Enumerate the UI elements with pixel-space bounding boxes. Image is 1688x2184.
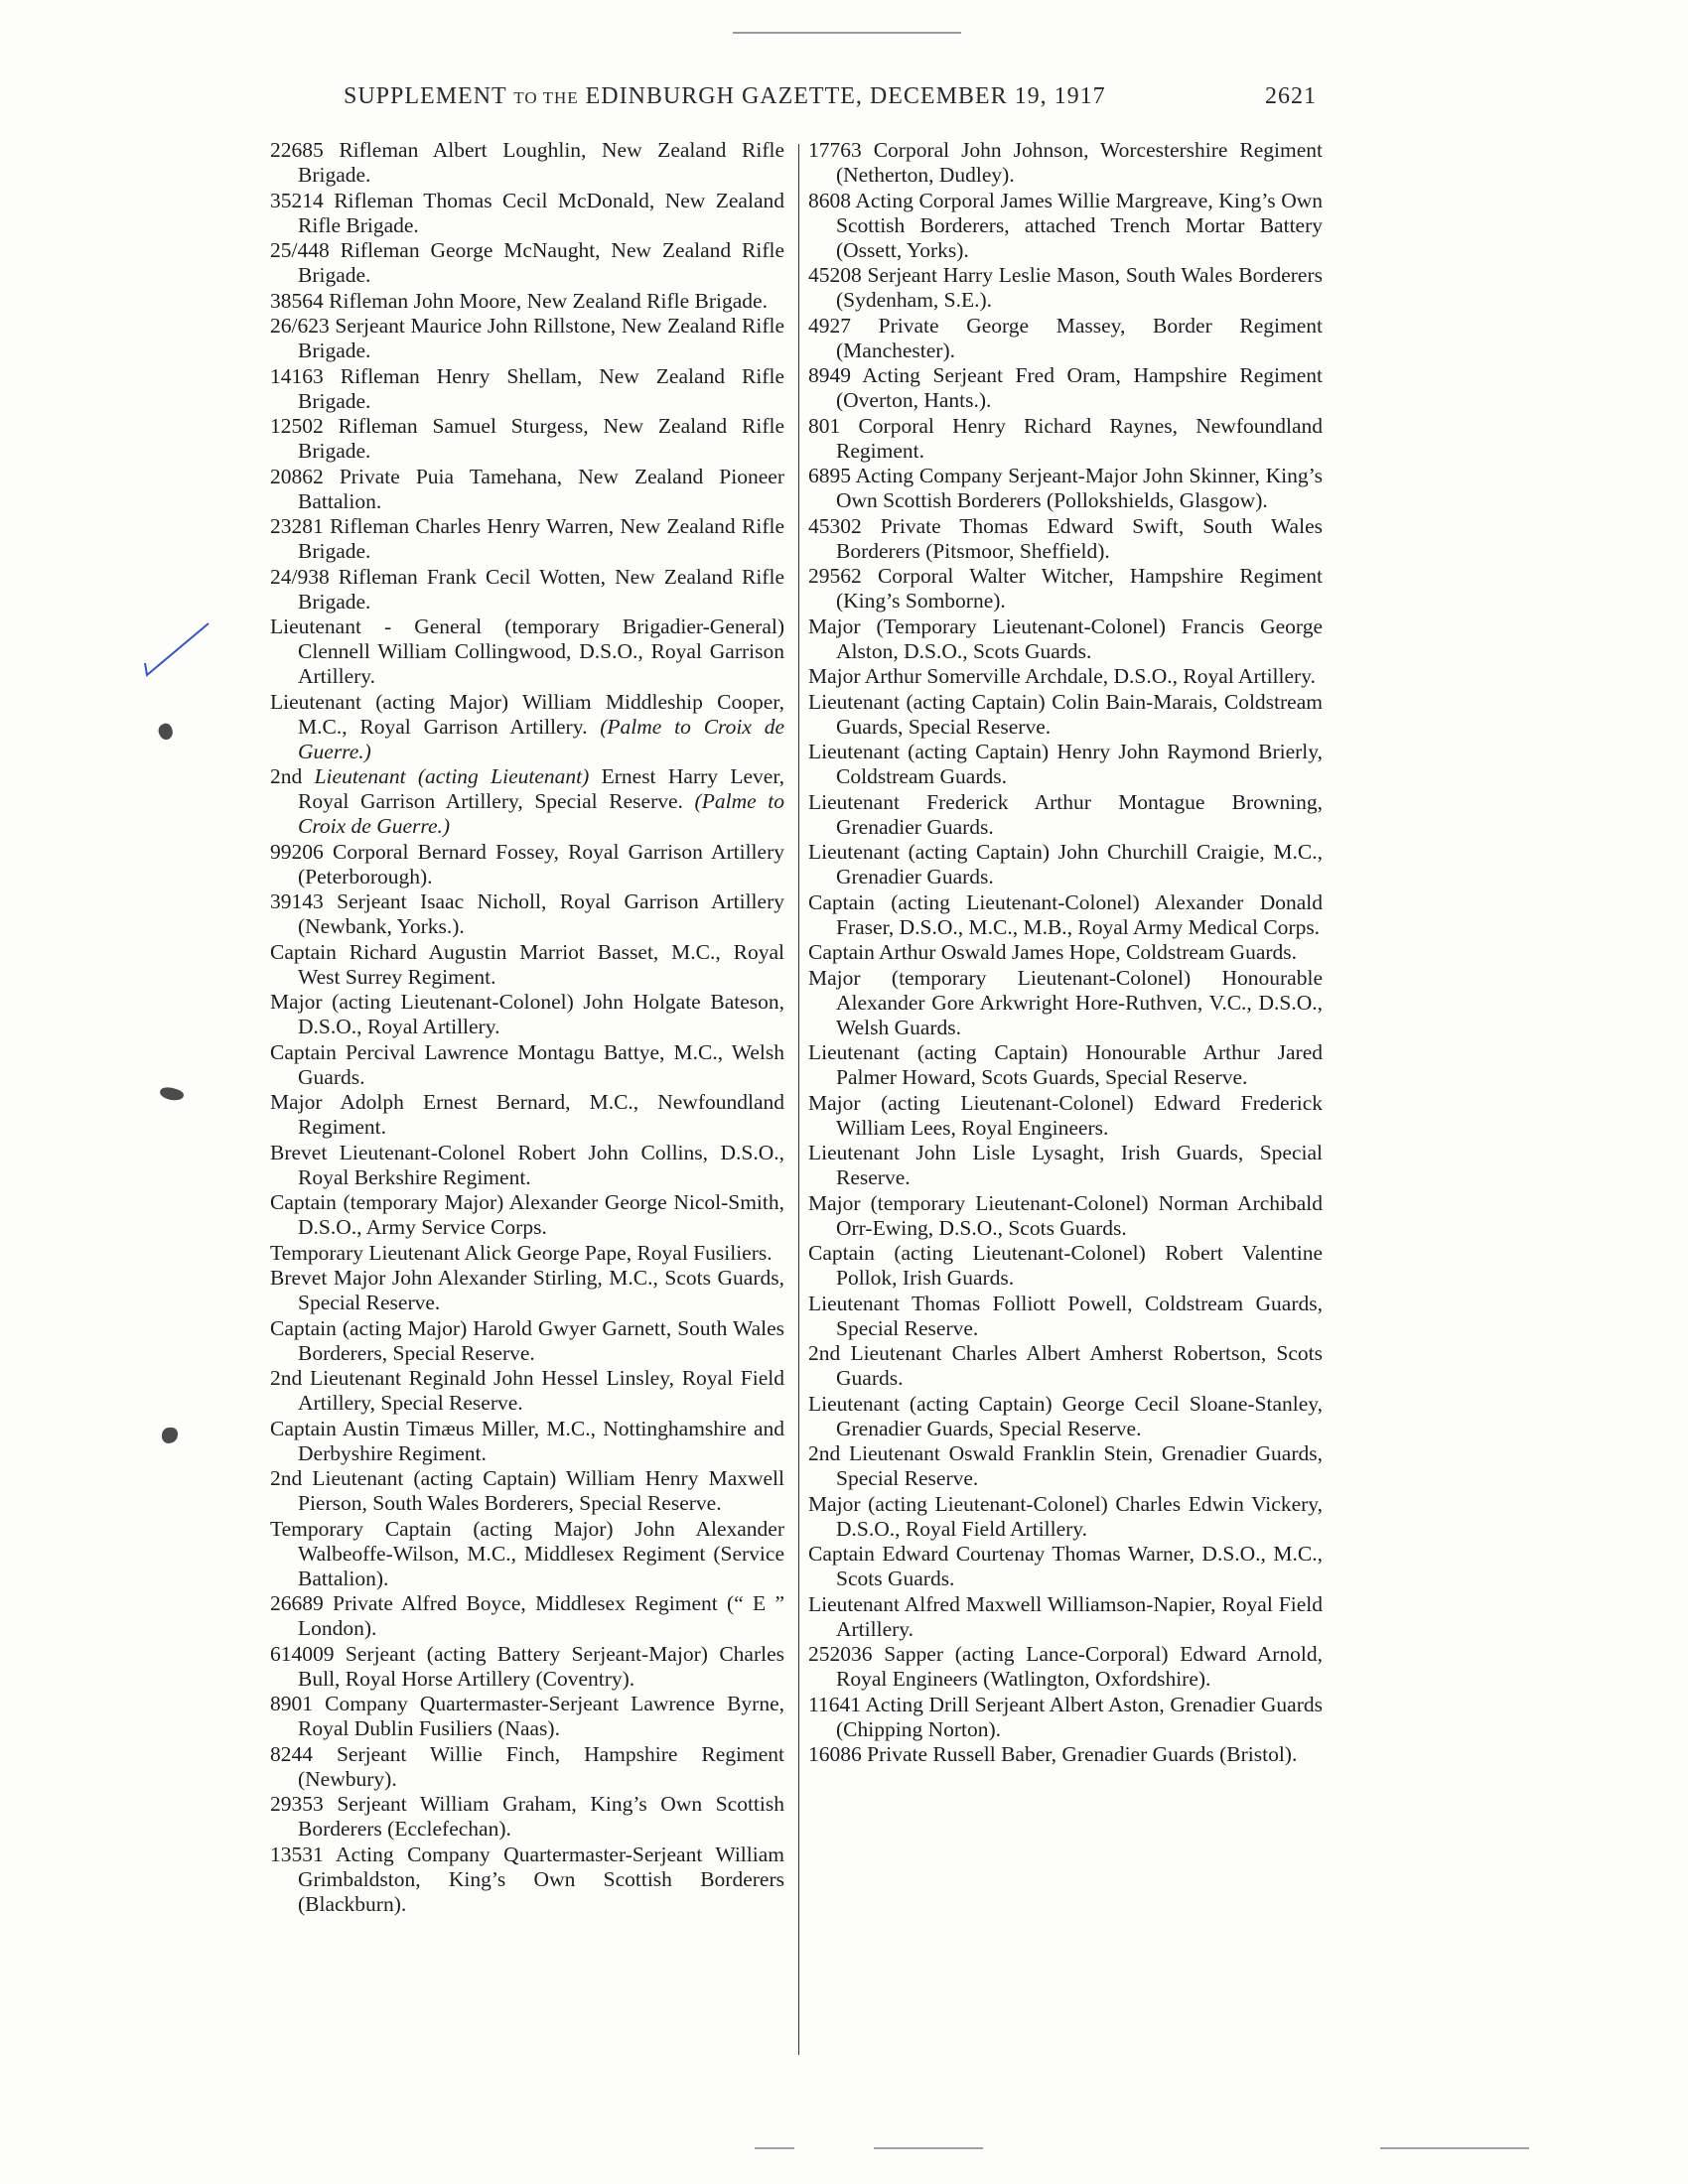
gazette-entry: 2nd Lieutenant (acting Lieutenant) Ernest Harry Lever, Royal Garrison Artillery, Special Reserve. (Palme to Croix de Guerre.) [270, 764, 785, 838]
gazette-entry: 45302 Private Thomas Edward Swift, South Wales Borderers (Pitsmoor, Sheffield). [808, 513, 1323, 563]
gazette-entry: 24/938 Rifleman Frank Cecil Wotten, New Zealand Rifle Brigade. [270, 564, 784, 614]
gazette-entry: 8244 Serjeant Willie Finch, Hampshire Regiment (Newbury). [270, 1741, 784, 1791]
bottom-rule [874, 2147, 983, 2149]
gazette-entry: 26689 Private Alfred Boyce, Middlesex Regiment (“ E ” London). [270, 1591, 784, 1640]
gazette-entry: Lieutenant (acting Captain) John Churchill Craigie, M.C., Grenadier Guards. [808, 840, 1323, 888]
gazette-entry: Lieutenant Frederick Arthur Montague Browning, Grenadier Guards. [808, 789, 1323, 839]
page-number: 2621 [1265, 83, 1317, 109]
gazette-entry: Captain (temporary Major) Alexander George Nicol-Smith, D.S.O., Army Service Corps. [270, 1190, 784, 1239]
column-divider [798, 144, 799, 2055]
pen-tick-mark-icon [143, 619, 212, 679]
gazette-entry: 614009 Serjeant (acting Battery Serjeant-Major) Charles Bull, Royal Horse Artillery (Coventry). [270, 1641, 784, 1691]
gazette-entry: 2nd Lieutenant Oswald Franklin Stein, Grenadier Guards, Special Reserve. [808, 1441, 1323, 1490]
gazette-entry: 2nd Lieutenant Reginald John Hessel Linsley, Royal Field Artillery, Special Reserve. [270, 1366, 784, 1415]
gazette-entry: Major (acting Lieutenant-Colonel) Charles Edwin Vickery, D.S.O., Royal Field Artillery. [808, 1491, 1323, 1541]
gazette-entry: 16086 Private Russell Baber, Grenadier Guards (Bristol). [808, 1742, 1298, 1766]
header-to-the: TO THE [513, 88, 579, 107]
gazette-entry: Major (acting Lieutenant-Colonel) John Holgate Bateson, D.S.O., Royal Artillery. [270, 990, 784, 1038]
gazette-entry: 13531 Acting Company Quartermaster-Serjeant William Grimbaldston, King’s Own Scottish Borderers (Blackburn). [270, 1842, 784, 1916]
gazette-entry: 252036 Sapper (acting Lance-Corporal) Edward Arnold, Royal Engineers (Watlington, Oxfordshire). [808, 1642, 1323, 1691]
gazette-entry: Lieutenant (acting Captain) Colin Bain-Marais, Coldstream Guards, Special Reserve. [808, 689, 1323, 739]
gazette-entry: 11641 Acting Drill Serjeant Albert Aston, Grenadier Guards (Chipping Norton). [808, 1692, 1323, 1741]
gazette-entry: Major Adolph Ernest Bernard, M.C., Newfoundland Regiment. [270, 1090, 784, 1139]
gazette-entry: Major (temporary Lieutenant-Colonel) Honourable Alexander Gore Arkwright Hore-Ruthven, V.C., D.S.O., Welsh Guards. [808, 965, 1323, 1039]
gazette-entry: 29353 Serjeant William Graham, King’s Own Scottish Borderers (Ecclefechan). [270, 1792, 784, 1841]
ink-blot-icon [156, 722, 176, 743]
gazette-entry: Major (acting Lieutenant-Colonel) Edward Frederick William Lees, Royal Engineers. [808, 1090, 1323, 1140]
gazette-entry: Captain Arthur Oswald James Hope, Coldstream Guards. [808, 940, 1298, 964]
gazette-entry: 6895 Acting Company Serjeant-Major John Skinner, King’s Own Scottish Borderers (Pollokshields, Glasgow). [808, 464, 1323, 512]
gazette-entry: 14163 Rifleman Henry Shellam, New Zealand Rifle Brigade. [270, 363, 784, 413]
gazette-entry: 8608 Acting Corporal James Willie Margreave, King’s Own Scottish Borderers, attached Trench Mortar Battery (Ossett, Yorks). [808, 188, 1323, 262]
gazette-entry: 8949 Acting Serjeant Fred Oram, Hampshire Regiment (Overton, Hants.). [808, 363, 1323, 412]
gazette-entry: Brevet Lieutenant-Colonel Robert John Collins, D.S.O., Royal Berkshire Regiment. [270, 1140, 784, 1189]
gazette-entry: 22685 Rifleman Albert Loughlin, New Zealand Rifle Brigade. [270, 138, 784, 187]
gazette-entry: 12502 Rifleman Samuel Sturgess, New Zealand Rifle Brigade. [270, 414, 784, 463]
gazette-entry: Captain Percival Lawrence Montagu Battye, M.C., Welsh Guards. [270, 1039, 784, 1089]
gazette-entry: 99206 Corporal Bernard Fossey, Royal Garrison Artillery (Peterborough). [270, 839, 784, 888]
left-column [270, 138, 784, 1917]
gazette-entry: 45208 Serjeant Harry Leslie Mason, South Wales Borderers (Sydenham, S.E.). [808, 263, 1323, 312]
gazette-entry: 4927 Private George Massey, Border Regiment (Manchester). [808, 313, 1323, 362]
right-column [808, 138, 1323, 1768]
gazette-entry: 25/448 Rifleman George McNaught, New Zealand Rifle Brigade. [270, 238, 784, 287]
top-rule [733, 32, 961, 34]
gazette-entry: 35214 Rifleman Thomas Cecil McDonald, New Zealand Rifle Brigade. [270, 188, 784, 237]
gazette-entry: Lieutenant Thomas Folliott Powell, Coldstream Guards, Special Reserve. [808, 1291, 1323, 1340]
gazette-entry: Lieutenant (acting Captain) Henry John Raymond Brierly, Coldstream Guards. [808, 740, 1323, 788]
gazette-entry: 17763 Corporal John Johnson, Worcestershire Regiment (Netherton, Dudley). [808, 138, 1323, 187]
gazette-entry: 23281 Rifleman Charles Henry Warren, New Zealand Rifle Brigade. [270, 514, 784, 563]
gazette-entry: 26/623 Serjeant Maurice John Rillstone, New Zealand Rifle Brigade. [270, 314, 784, 362]
gazette-entry: Lieutenant (acting Captain) George Cecil Sloane-Stanley, Grenadier Guards, Special Reserve. [808, 1391, 1323, 1440]
gazette-entry: Lieutenant - General (temporary Brigadier-General) Clennell William Collingwood, D.S.O., Royal Garrison Artillery. [270, 614, 784, 688]
ink-blot-icon [162, 1428, 178, 1443]
gazette-entry: Captain Edward Courtenay Thomas Warner, D.S.O., M.C., Scots Guards. [808, 1542, 1323, 1590]
header-supplement: SUPPLEMENT [344, 83, 507, 109]
gazette-entry: Temporary Captain (acting Major) John Alexander Walbeoffe-Wilson, M.C., Middlesex Regiment (Service Battalion). [270, 1516, 784, 1590]
bottom-rule [755, 2147, 794, 2149]
gazette-entry: 801 Corporal Henry Richard Raynes, Newfoundland Regiment. [808, 413, 1323, 463]
gazette-entry: 29562 Corporal Walter Witcher, Hampshire Regiment (King’s Somborne). [808, 564, 1323, 613]
gazette-entry: 39143 Serjeant Isaac Nicholl, Royal Garrison Artillery (Newbank, Yorks.). [270, 889, 784, 938]
gazette-entry: 2nd Lieutenant Charles Albert Amherst Robertson, Scots Guards. [808, 1341, 1323, 1390]
gazette-entry: 8901 Company Quartermaster-Serjeant Lawrence Byrne, Royal Dublin Fusiliers (Naas). [270, 1692, 784, 1740]
gazette-entry: Brevet Major John Alexander Stirling, M.C., Scots Guards, Special Reserve. [270, 1266, 784, 1314]
header-title: EDINBURGH GAZETTE, DECEMBER 19, 1917 [585, 83, 1106, 109]
gazette-entry: 38564 Rifleman John Moore, New Zealand Rifle Brigade. [270, 288, 768, 313]
gazette-entry: 2nd Lieutenant (acting Captain) William Henry Maxwell Pierson, South Wales Borderers, Special Reserve. [270, 1466, 784, 1515]
gazette-entry: Major (Temporary Lieutenant-Colonel) Francis George Alston, D.S.O., Scots Guards. [808, 614, 1323, 663]
gazette-entry: Temporary Lieutenant Alick George Pape, Royal Fusiliers. [270, 1240, 773, 1265]
gazette-entry: Lieutenant Alfred Maxwell Williamson-Napier, Royal Field Artillery. [808, 1591, 1323, 1641]
gazette-entry: Lieutenant John Lisle Lysaght, Irish Guards, Special Reserve. [808, 1141, 1323, 1189]
ink-blot-icon [159, 1085, 185, 1103]
page-header [344, 83, 1317, 110]
gazette-entry: Captain (acting Lieutenant-Colonel) Alexander Donald Fraser, D.S.O., M.C., M.B., Royal Army Medical Corps. [808, 889, 1323, 939]
bottom-rule [1380, 2147, 1529, 2149]
gazette-entry: Captain (acting Lieutenant-Colonel) Robert Valentine Pollok, Irish Guards. [808, 1241, 1323, 1290]
gazette-entry: 20862 Private Puia Tamehana, New Zealand Pioneer Battalion. [270, 464, 784, 513]
gazette-entry: Lieutenant (acting Captain) Honourable Arthur Jared Palmer Howard, Scots Guards, Special Reserve. [808, 1040, 1323, 1089]
gazette-entry: Major Arthur Somerville Archdale, D.S.O., Royal Artillery. [808, 664, 1316, 688]
gazette-entry: Captain Richard Augustin Marriot Basset, M.C., Royal West Surrey Regiment. [270, 939, 784, 989]
gazette-entry: Major (temporary Lieutenant-Colonel) Norman Archibald Orr-Ewing, D.S.O., Scots Guards. [808, 1190, 1323, 1240]
gazette-entry: Lieutenant (acting Major) William Middleship Cooper, M.C., Royal Garrison Artillery. (Palme to Croix de Guerre.) [270, 689, 784, 763]
gazette-entry: Captain Austin Timæus Miller, M.C., Nottinghamshire and Derbyshire Regiment. [270, 1416, 784, 1465]
gazette-entry: Captain (acting Major) Harold Gwyer Garnett, South Wales Borderers, Special Reserve. [270, 1315, 784, 1365]
